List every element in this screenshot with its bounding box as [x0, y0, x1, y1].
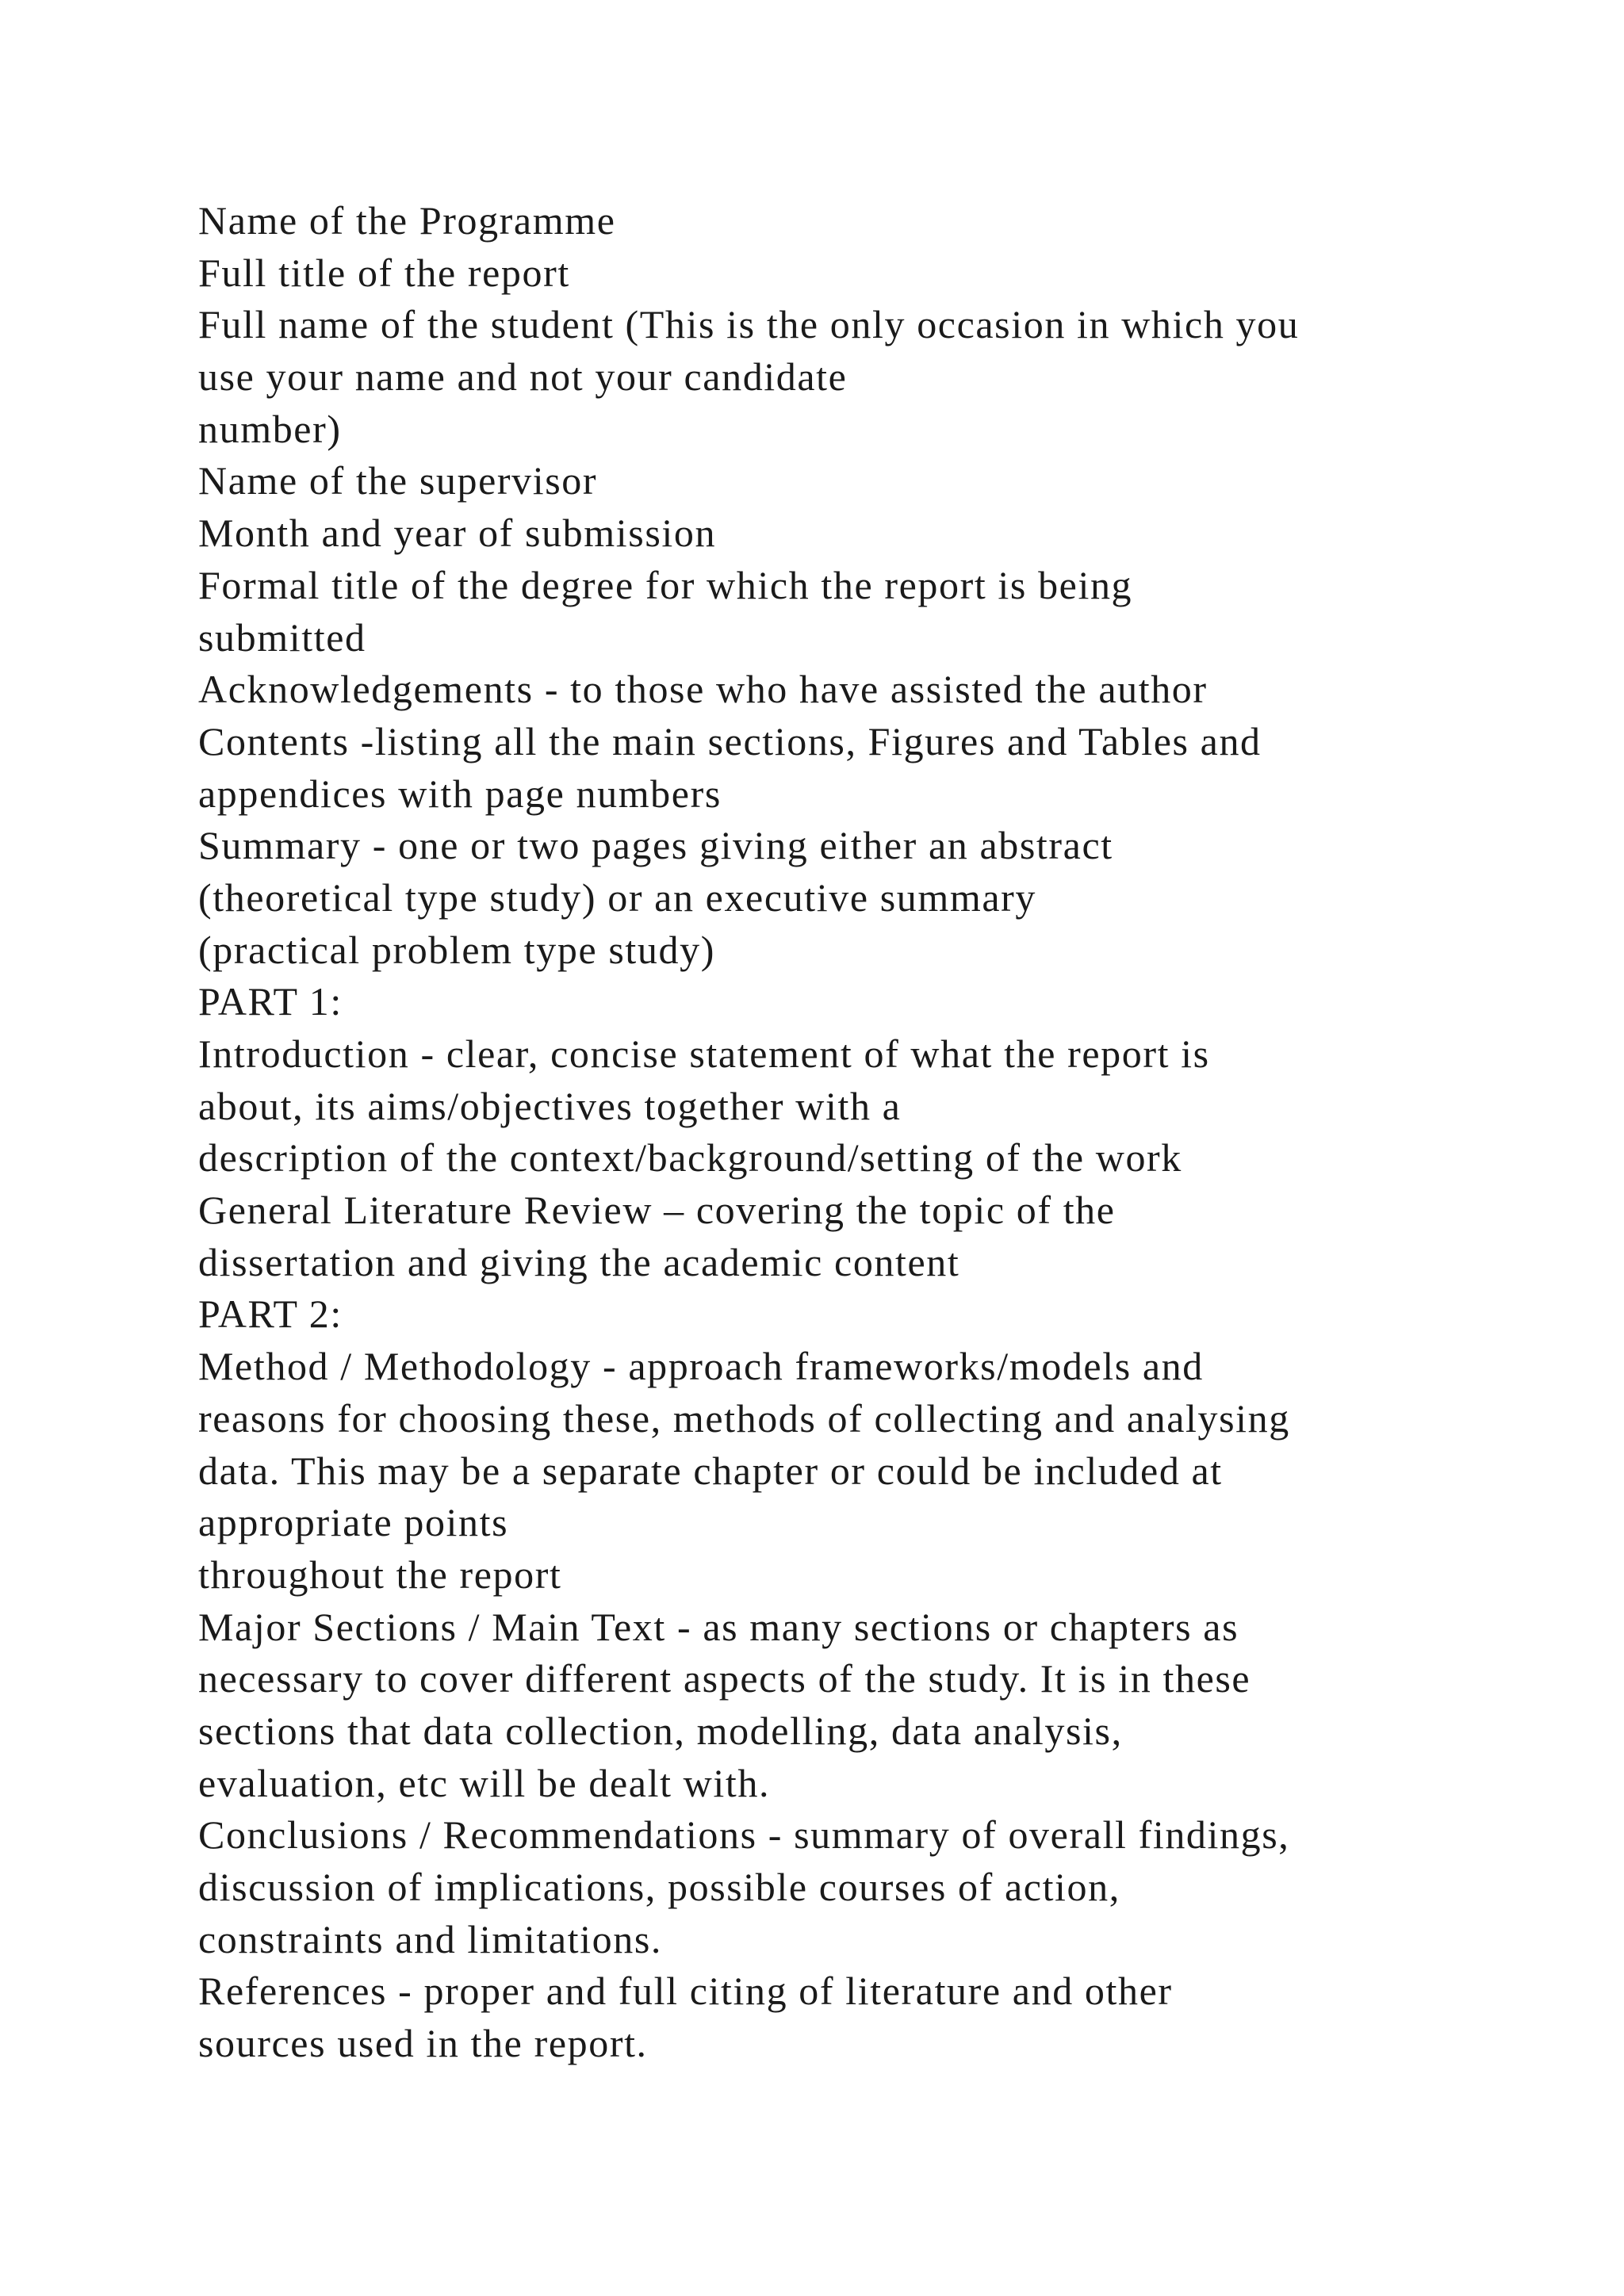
text-line: Month and year of submission — [198, 511, 717, 556]
text-line: necessary to cover different aspects of the study. It is in these — [198, 1656, 1251, 1701]
text-line: discussion of implications, possible courses of action, — [198, 1865, 1120, 1909]
report-structure-text — [198, 195, 1515, 2070]
text-line: description of the context/background/setting of the work — [198, 1135, 1182, 1181]
text-line: Method / Methodology - approach frameworks/models and — [198, 1344, 1204, 1389]
text-line: Conclusions / Recommendations - summary of overall findings, — [198, 1812, 1290, 1858]
text-line: Full title of the report — [198, 250, 570, 295]
text-line: Major Sections / Main Text - as many sections or chapters as — [198, 1604, 1239, 1649]
text-line: sections that data collection, modelling, data analysis, — [198, 1708, 1123, 1753]
section-heading: PART 1: — [198, 979, 343, 1024]
text-line: appropriate points — [198, 1500, 509, 1545]
text-line: General Literature Review – covering the topic of the — [198, 1188, 1116, 1233]
text-line: evaluation, etc will be dealt with. — [198, 1760, 771, 1805]
text-line: Introduction - clear, concise statement of what the report is — [198, 1031, 1210, 1076]
text-line: reasons for choosing these, methods of collecting and analysing — [198, 1395, 1290, 1441]
text-line: number) — [198, 406, 342, 451]
text-line: data. This may be a separate chapter or could be included at — [198, 1448, 1223, 1493]
text-line: Formal title of the degree for which the report is being — [198, 562, 1133, 607]
text-line: throughout the report — [198, 1552, 562, 1597]
text-line: sources used in the report. — [198, 2021, 648, 2066]
text-line: about, its aims/objectives together with a — [198, 1083, 902, 1128]
text-line: References - proper and full citing of literature and other — [198, 1969, 1173, 2014]
text-line: (theoretical type study) or an executive summary — [198, 874, 1036, 920]
text-line: appendices with page numbers — [198, 771, 722, 816]
text-line: Acknowledgements - to those who have assisted the author — [198, 667, 1208, 712]
text-line: Name of the Programme — [198, 198, 616, 243]
text-line: submitted — [198, 614, 366, 660]
text-line: Summary - one or two pages giving either an abstract — [198, 823, 1113, 868]
text-line: (practical problem type study) — [198, 927, 715, 972]
text-line: use your name and not your candidate — [198, 354, 848, 400]
text-line: dissertation and giving the academic content — [198, 1239, 960, 1284]
section-heading: PART 2: — [198, 1292, 343, 1337]
text-line: Contents -listing all the main sections, Figures and Tables and — [198, 718, 1262, 763]
text-line: Name of the supervisor — [198, 458, 598, 503]
text-line: constraints and limitations. — [198, 1916, 663, 1961]
text-line: Full name of the student (This is the only occasion in which you — [198, 302, 1300, 347]
